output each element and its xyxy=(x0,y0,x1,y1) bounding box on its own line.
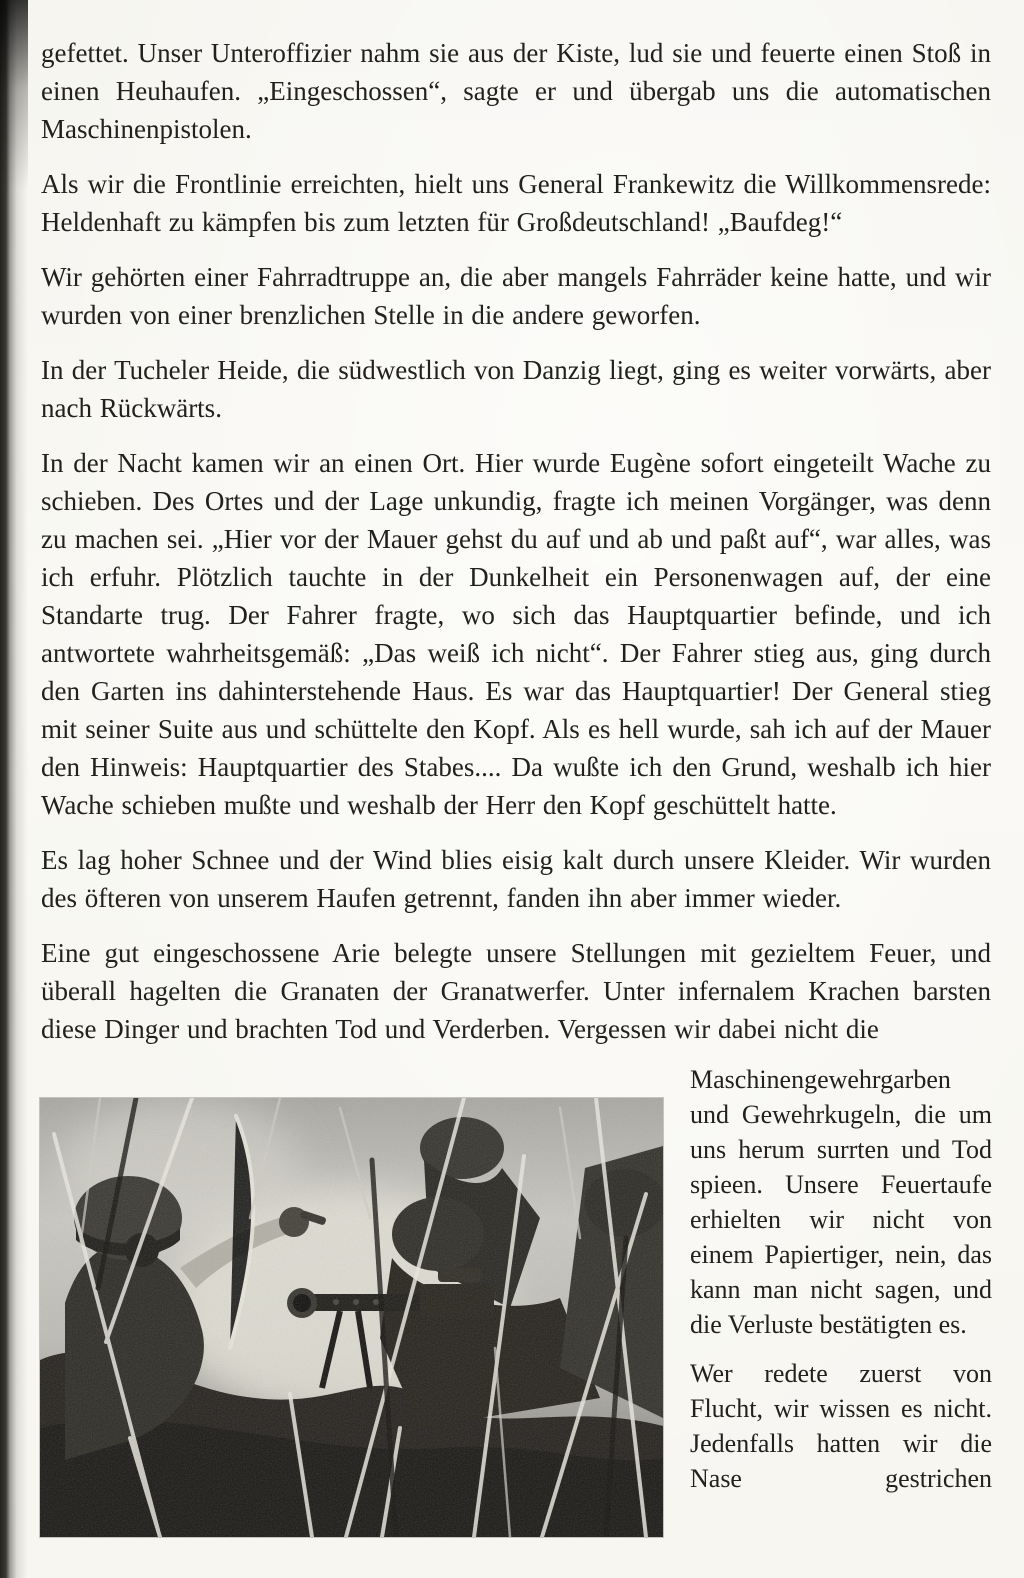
photo-illustration xyxy=(40,1098,663,1537)
body-paragraph: In der Tucheler Heide, die südwestlich von Danzig liegt, ging es weiter vorwärts, aber nach Rückwärts. xyxy=(41,355,991,423)
body-paragraph: Wir gehörten einer Fahrradtruppe an, die aber mangels Fahrräder keine hatte, und wir wurden von einer brenzlichen Stelle in die andere geworfen. xyxy=(41,262,991,330)
main-text-column xyxy=(41,34,991,1048)
body-paragraph: gefettet. Unser Unteroffizier nahm sie aus der Kiste, lud sie und feuerte einen Stoß in einen Heuhaufen. „Eingeschossen“, sagte er und übergab uns die automatischen Maschinenpistolen. xyxy=(41,38,991,144)
right-text-column xyxy=(690,1062,992,1496)
body-paragraph-continuation: Maschinengewehrgarben und Gewehrkugeln, die um uns herum surrten und Tod spieen. Unsere Feuertaufe erhielten wir nicht von einem Papiertiger, nein, das kann man nicht sagen, und die Verluste bestätigten es. xyxy=(690,1065,992,1339)
body-paragraph: Als wir die Frontlinie erreichten, hielt uns General Frankewitz die Willkommensrede: Heldenhaft zu kämpfen bis zum letzten für Großdeutschland! „Baufdeg!“ xyxy=(41,169,991,237)
body-paragraph: Wer redete zuerst von Flucht, wir wissen es nicht. Jedenfalls hatten wir die Nase gestrichen xyxy=(690,1359,992,1493)
battle-photo xyxy=(40,1098,663,1537)
body-paragraph: In der Nacht kamen wir an einen Ort. Hier wurde Eugène sofort eingeteilt Wache zu schieben. Des Ortes und der Lage unkundig, fragte ich meinen Vorgänger, was denn zu machen sei. „Hier vor der Mauer gehst du auf und ab und paßt auf“, war alles, was ich erfuhr. Plötzlich tauchte in der Dunkelheit ein Personenwagen auf, der eine Standarte trug. Der Fahrer fragte, wo sich das Hauptquartier befinde, und ich antwortete wahrheitsgemäß: „Das weiß ich nicht“. Der Fahrer stieg aus, ging durch den Garten ins dahinterstehende Haus. Es war das Hauptquartier! Der General stieg mit seiner Suite aus und schüttelte den Kopf. Als es hell wurde, sah ich auf der Mauer den Hinweis: Hauptquartier des Stabes.... Da wußte ich den Grund, weshalb ich hier Wache schieben mußte und weshalb der Herr den Kopf geschüttelt hatte. xyxy=(41,448,991,820)
body-paragraph: Es lag hoher Schnee und der Wind blies eisig kalt durch unsere Kleider. Wir wurden des öfteren von unserem Haufen getrennt, fanden ihn aber immer wieder. xyxy=(41,845,991,913)
scan-gutter-shadow xyxy=(0,0,28,1578)
body-paragraph: Eine gut eingeschossene Arie belegte unsere Stellungen mit gezieltem Feuer, und überall hagelten die Granaten der Granatwerfer. Unter infernalem Krachen barsten diese Dinger und brachten Tod und Verderben. Vergessen wir dabei nicht die xyxy=(41,938,991,1044)
